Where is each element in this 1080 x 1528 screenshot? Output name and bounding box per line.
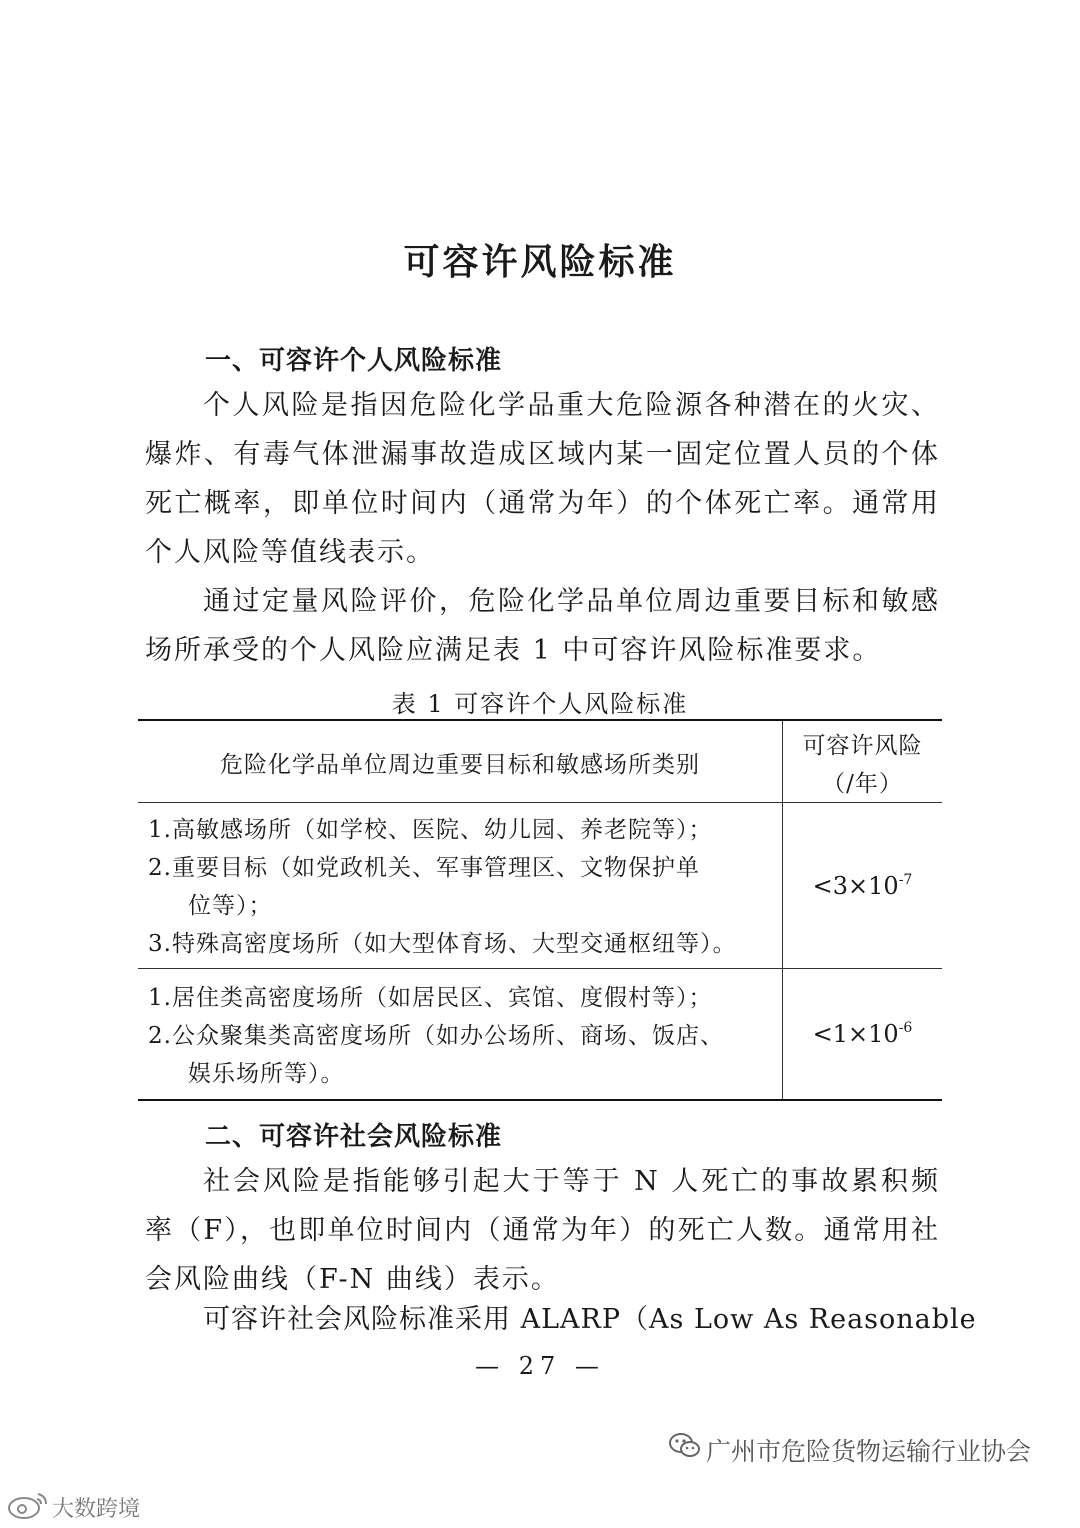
watermark-association: 广州市危险货物运输行业协会 <box>706 1437 1032 1466</box>
page-number: — 27 — <box>475 1352 605 1380</box>
section2-paragraph-1: 社会风险是指能够引起大于等于 N 人死亡的事故累积频率（F），也即单位时间内（通常为年）的死亡人数。通常用社会风险曲线（F-N 曲线）表示。 <box>145 1166 940 1295</box>
wechat-icon <box>668 1431 702 1461</box>
table-row1-item2: 2.重要目标（如党政机关、军事管理区、文物保护单 <box>148 855 700 881</box>
table-row2-item1: 1.居住类高密度场所（如居民区、宾馆、度假村等）； <box>148 985 713 1011</box>
table-row1-item1: 1.高敏感场所（如学校、医院、幼儿园、养老院等）； <box>148 817 713 843</box>
table-bottom-rule <box>138 1099 942 1101</box>
table-header-category: 危险化学品单位周边重要目标和敏感场所类别 <box>220 752 700 778</box>
risk-value-base: <3×10 <box>812 872 899 900</box>
table-row1-item2-cont: 位等）； <box>188 893 273 919</box>
section1-paragraph-2: 通过定量风险评价，危险化学品单位周边重要目标和敏感场所承受的个人风险应满足表 1 中可容许风险标准要求。 <box>145 586 940 666</box>
table-row1-risk <box>783 872 942 900</box>
weibo-icon <box>6 1490 50 1520</box>
page-title: 可容许风险标准 <box>403 242 677 283</box>
risk-value-exponent: -6 <box>898 1020 913 1036</box>
risk-value-base: <1×10 <box>812 1020 899 1048</box>
table-top-rule <box>138 719 942 721</box>
table-header-risk-line1: 可容许风险 <box>802 733 923 759</box>
table-row1-item3: 3.特殊高密度场所（如大型体育场、大型交通枢纽等）。 <box>148 931 737 957</box>
section2-heading: 二、可容许社会风险标准 <box>205 1122 503 1152</box>
section1-paragraph-1: 个人风险是指因危险化学品重大危险源各种潜在的火灾、爆炸、有毒气体泄漏事故造成区域内某一固定位置人员的个体死亡概率，即单位时间内（通常为年）的个体死亡率。通常用个人风险等值线表示。 <box>145 390 940 568</box>
watermark-source: 大数跨境 <box>52 1497 141 1522</box>
table-row2-item2-cont: 娱乐场所等）。 <box>188 1061 345 1087</box>
table-row2-risk <box>783 1020 942 1048</box>
section2-paragraph-2: 可容许社会风险标准采用 ALARP（As Low As Reasonable <box>203 1304 977 1335</box>
table1-caption: 表 1 可容许个人风险标准 <box>391 690 689 718</box>
section1-heading: 一、可容许个人风险标准 <box>205 346 503 376</box>
table-row-divider <box>138 968 942 969</box>
table-header-risk-line2: （/年） <box>822 771 903 797</box>
table-row2-item2: 2.公众聚集类高密度场所（如办公场所、商场、饭店、 <box>148 1023 724 1049</box>
table-header-divider <box>138 802 942 803</box>
risk-value-exponent: -7 <box>898 872 913 888</box>
